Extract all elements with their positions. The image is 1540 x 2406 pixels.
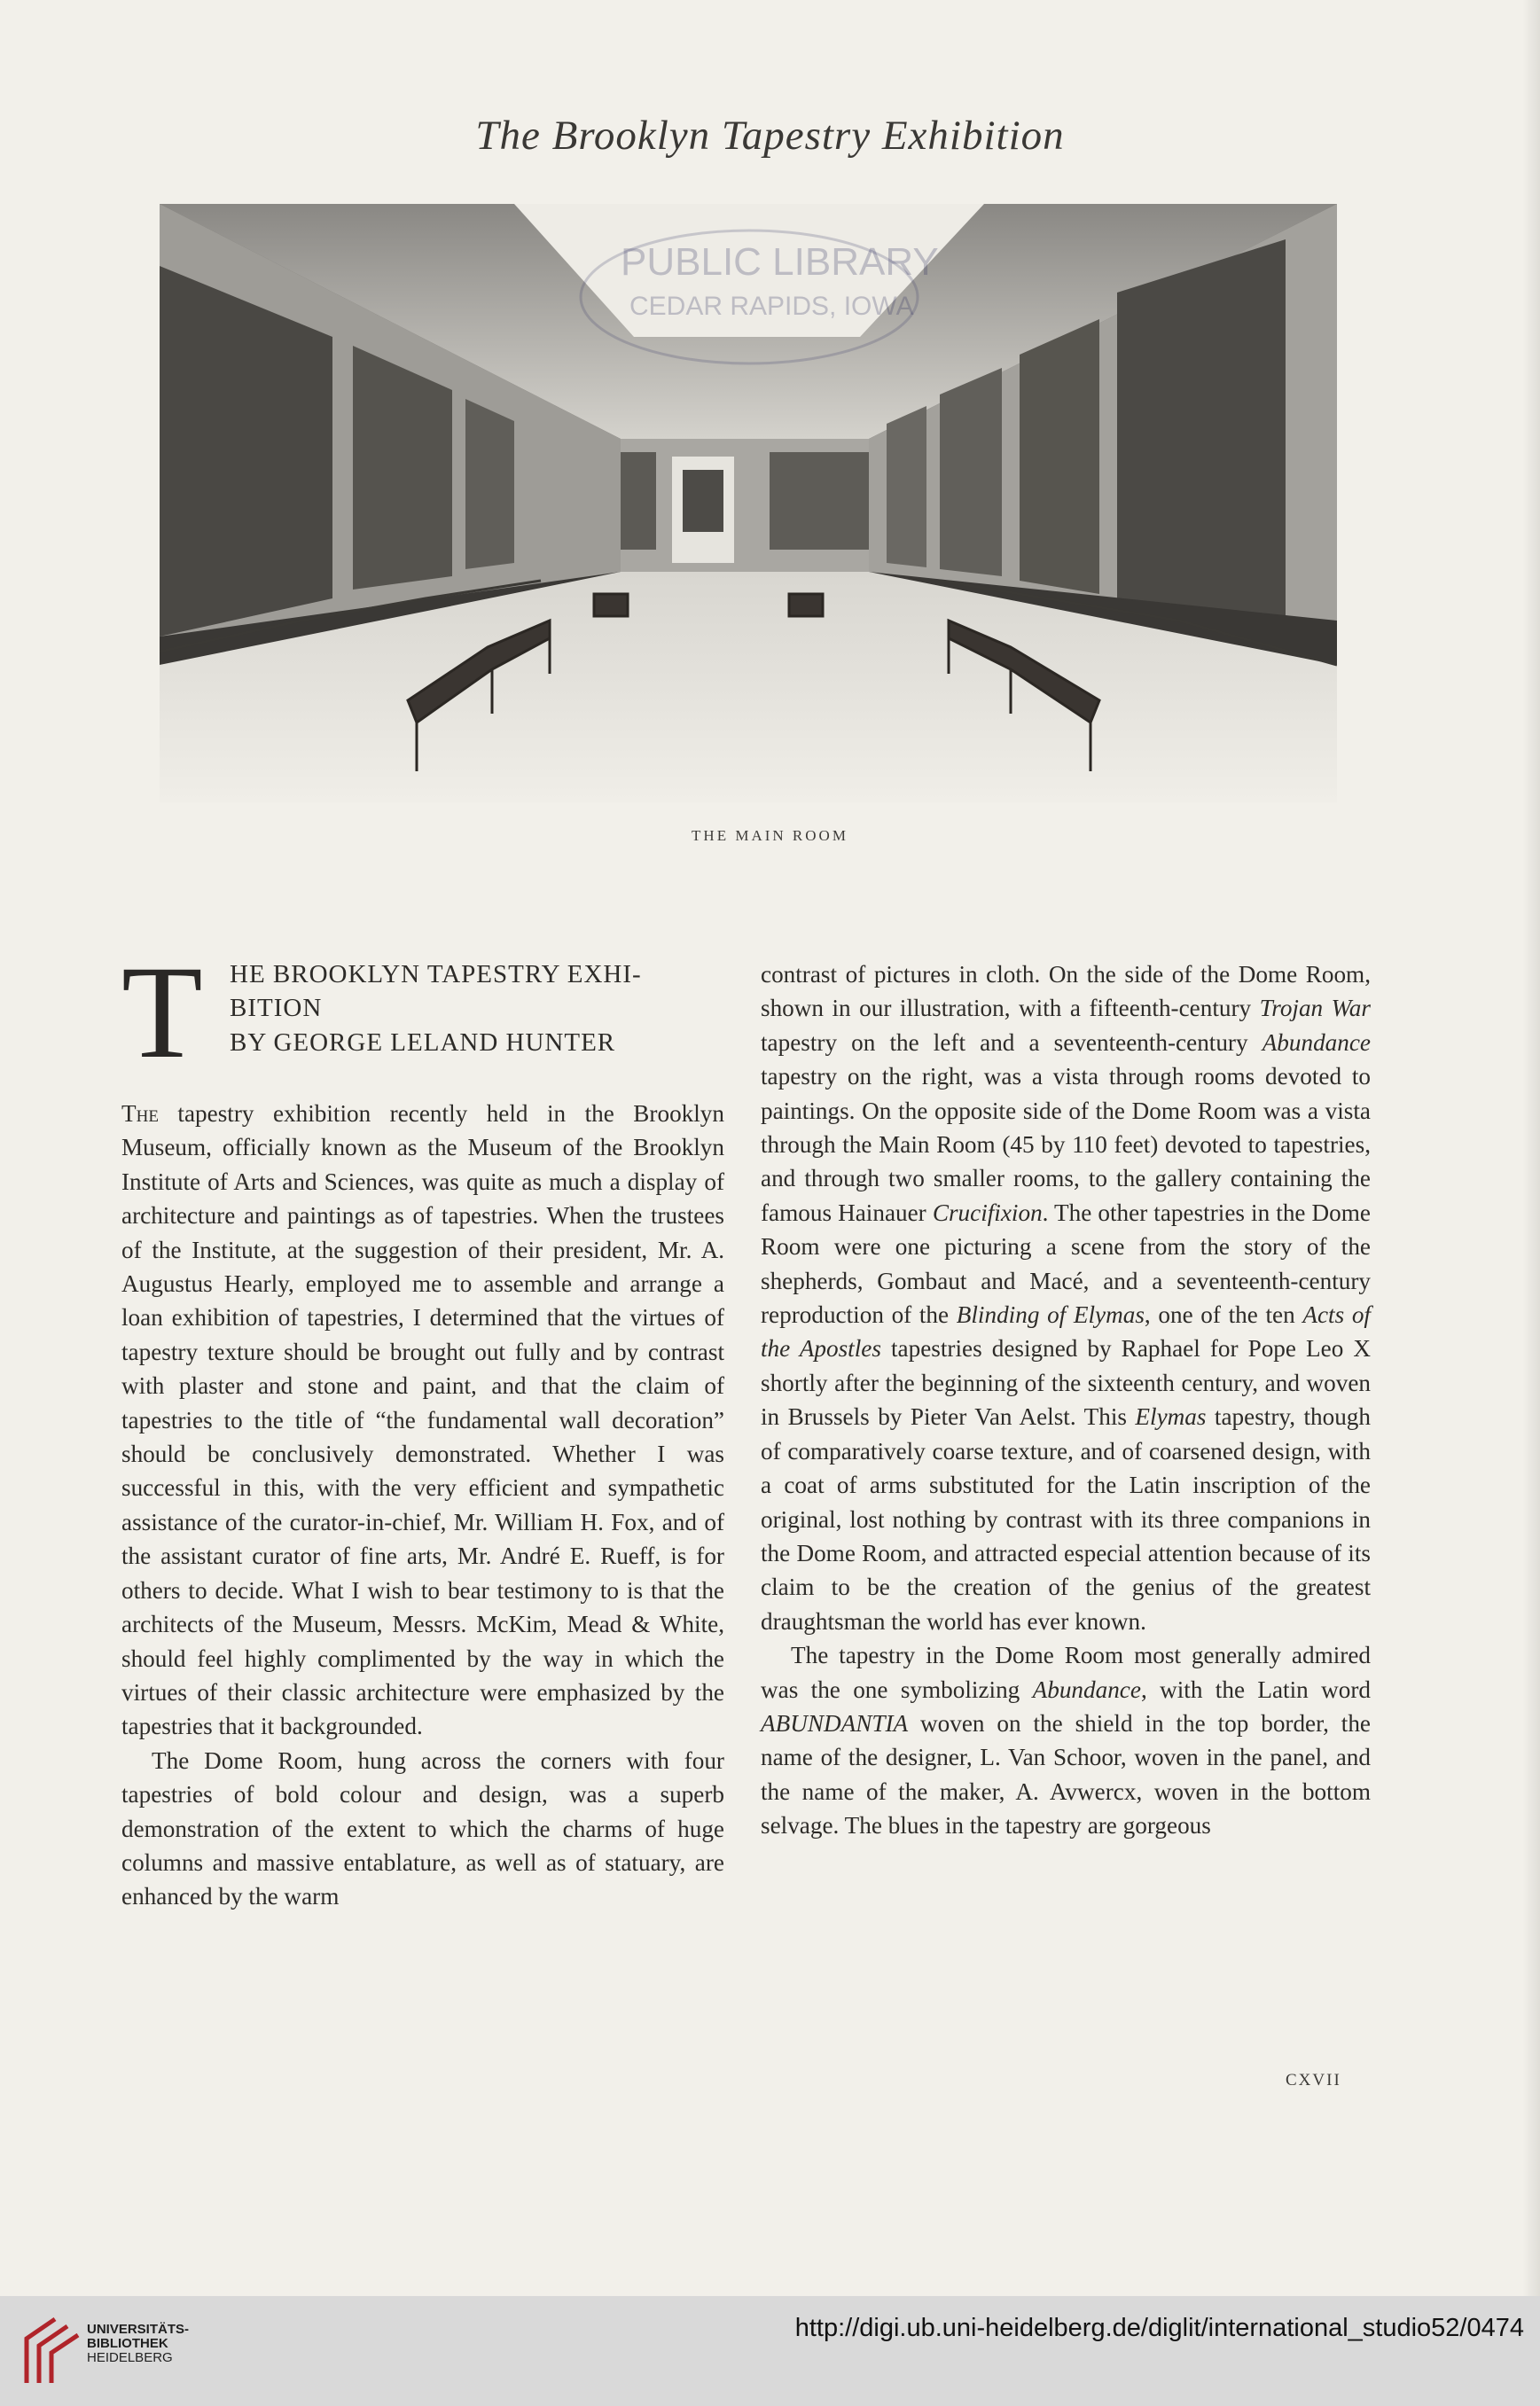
paragraph-2: The Dome Room, hung across the corners with four tapestries of bold colour and design, was a superb demonstration of the extent to which the charms of huge columns and massive entablature, as well as of statuary, are enhanced by the warm: [121, 1746, 724, 1910]
library-stamp-line1: PUBLIC LIBRARY: [621, 240, 939, 284]
article-column-left: [121, 939, 724, 1914]
article-title-line1: HE BROOKLYN TAPESTRY EXHI-: [230, 960, 642, 988]
source-url-link[interactable]: http://digi.ub.uni-heidelberg.de/diglit/international_studio52/0474: [794, 2314, 1524, 2342]
gallery-illustration: [160, 204, 1337, 802]
university-library-logo-icon: [20, 2312, 82, 2390]
paragraph-4: The tapestry in the Dome Room most generally admired was the one symbolizing Abundance, with the Latin word ABUNDANTIA woven on the shield in the top border, the name of the designer, L. Van Schoor, woven in the panel, and the name of the maker, A. Avwercx, woven in the bottom selvage. The blues in the tapestry are gorgeous: [761, 1642, 1371, 1840]
drop-cap: T: [121, 939, 203, 1086]
paragraph-1: The tapestry exhibition recently held in the Brooklyn Museum, officially known as the Museum of the Brooklyn Institute of Arts and Sciences, was quite as much a display of architecture and paintings as of tapestries. When the trustees of the Institute, at the suggestion of their president, Mr. A. Augustus Hearly, employed me to assemble and arrange a loan exhibition of tapestries, I determined that the virtues of tapestry texture should be brought out fully and by contrast with plaster and stone and paint, and that the claim of tapestries to the title of “the fundamental wall decoration” should be conclusively demonstrated. Whether I was successful in this, with the very efficient and sympathetic assistance of the curator-in-chief, Mr. William H. Fox, and of the assistant curator of fine arts, Mr. André E. Rueff, is for others to decide. What I wish to bear testimony to is that the architects of the Museum, Messrs. McKim, Mead & White, should feel highly complimented by the way in which the virtues of their classic architecture were emphasized by the tapestries that it backgrounded.: [121, 1100, 724, 1740]
main-room-photograph: [160, 204, 1337, 802]
paragraph-3: contrast of pictures in cloth. On the side of the Dome Room, shown in our illustration, with a fifteenth-century Trojan War tapestry on the left and a seventeenth-century Abundance tapestry on the right, was a vista through rooms devoted to paintings. On the opposite side of the Dome Room was a vista through the Main Room (45 by 110 feet) devoted to tapestries, and through two smaller rooms, to the gallery containing the famous Hainauer Crucifixion. The other tapestries in the Dome Room were one picturing a scene from the story of the shepherds, Gombaut and Macé, and a seventeenth-century reproduction of the Blinding of Elymas, one of the ten Acts of the Apostles tapestries designed by Raphael for Pope Leo X shortly after the beginning of the sixteenth century, and woven in Brussels by Pieter Van Aelst. This Elymas tapestry, though of comparatively coarse texture, and of coarsened design, with a coat of arms substituted for the Latin inscription of the original, lost nothing by contrast with its three companions in the Dome Room, and attracted especial attention because of its claim to be the creation of the genius of the greatest draughtsman the world has ever known.: [761, 961, 1371, 1635]
article-byline: BY GEORGE LELAND HUNTER: [230, 1027, 616, 1057]
library-stamp-line2: CEDAR RAPIDS, IOWA: [629, 292, 914, 321]
article-column-right: [761, 957, 1371, 1843]
digital-library-footer: [0, 2296, 1540, 2406]
article-title-line2: BITION: [230, 994, 323, 1023]
article-heading: [121, 939, 724, 1095]
photo-caption: THE MAIN ROOM: [692, 827, 848, 844]
page-number: CXVII: [1286, 2071, 1341, 2090]
running-title: The Brooklyn Tapestry Exhibition: [475, 113, 1065, 159]
library-name: UNIVERSITÄTS- BIBLIOTHEK HEIDELBERG: [87, 2322, 190, 2365]
